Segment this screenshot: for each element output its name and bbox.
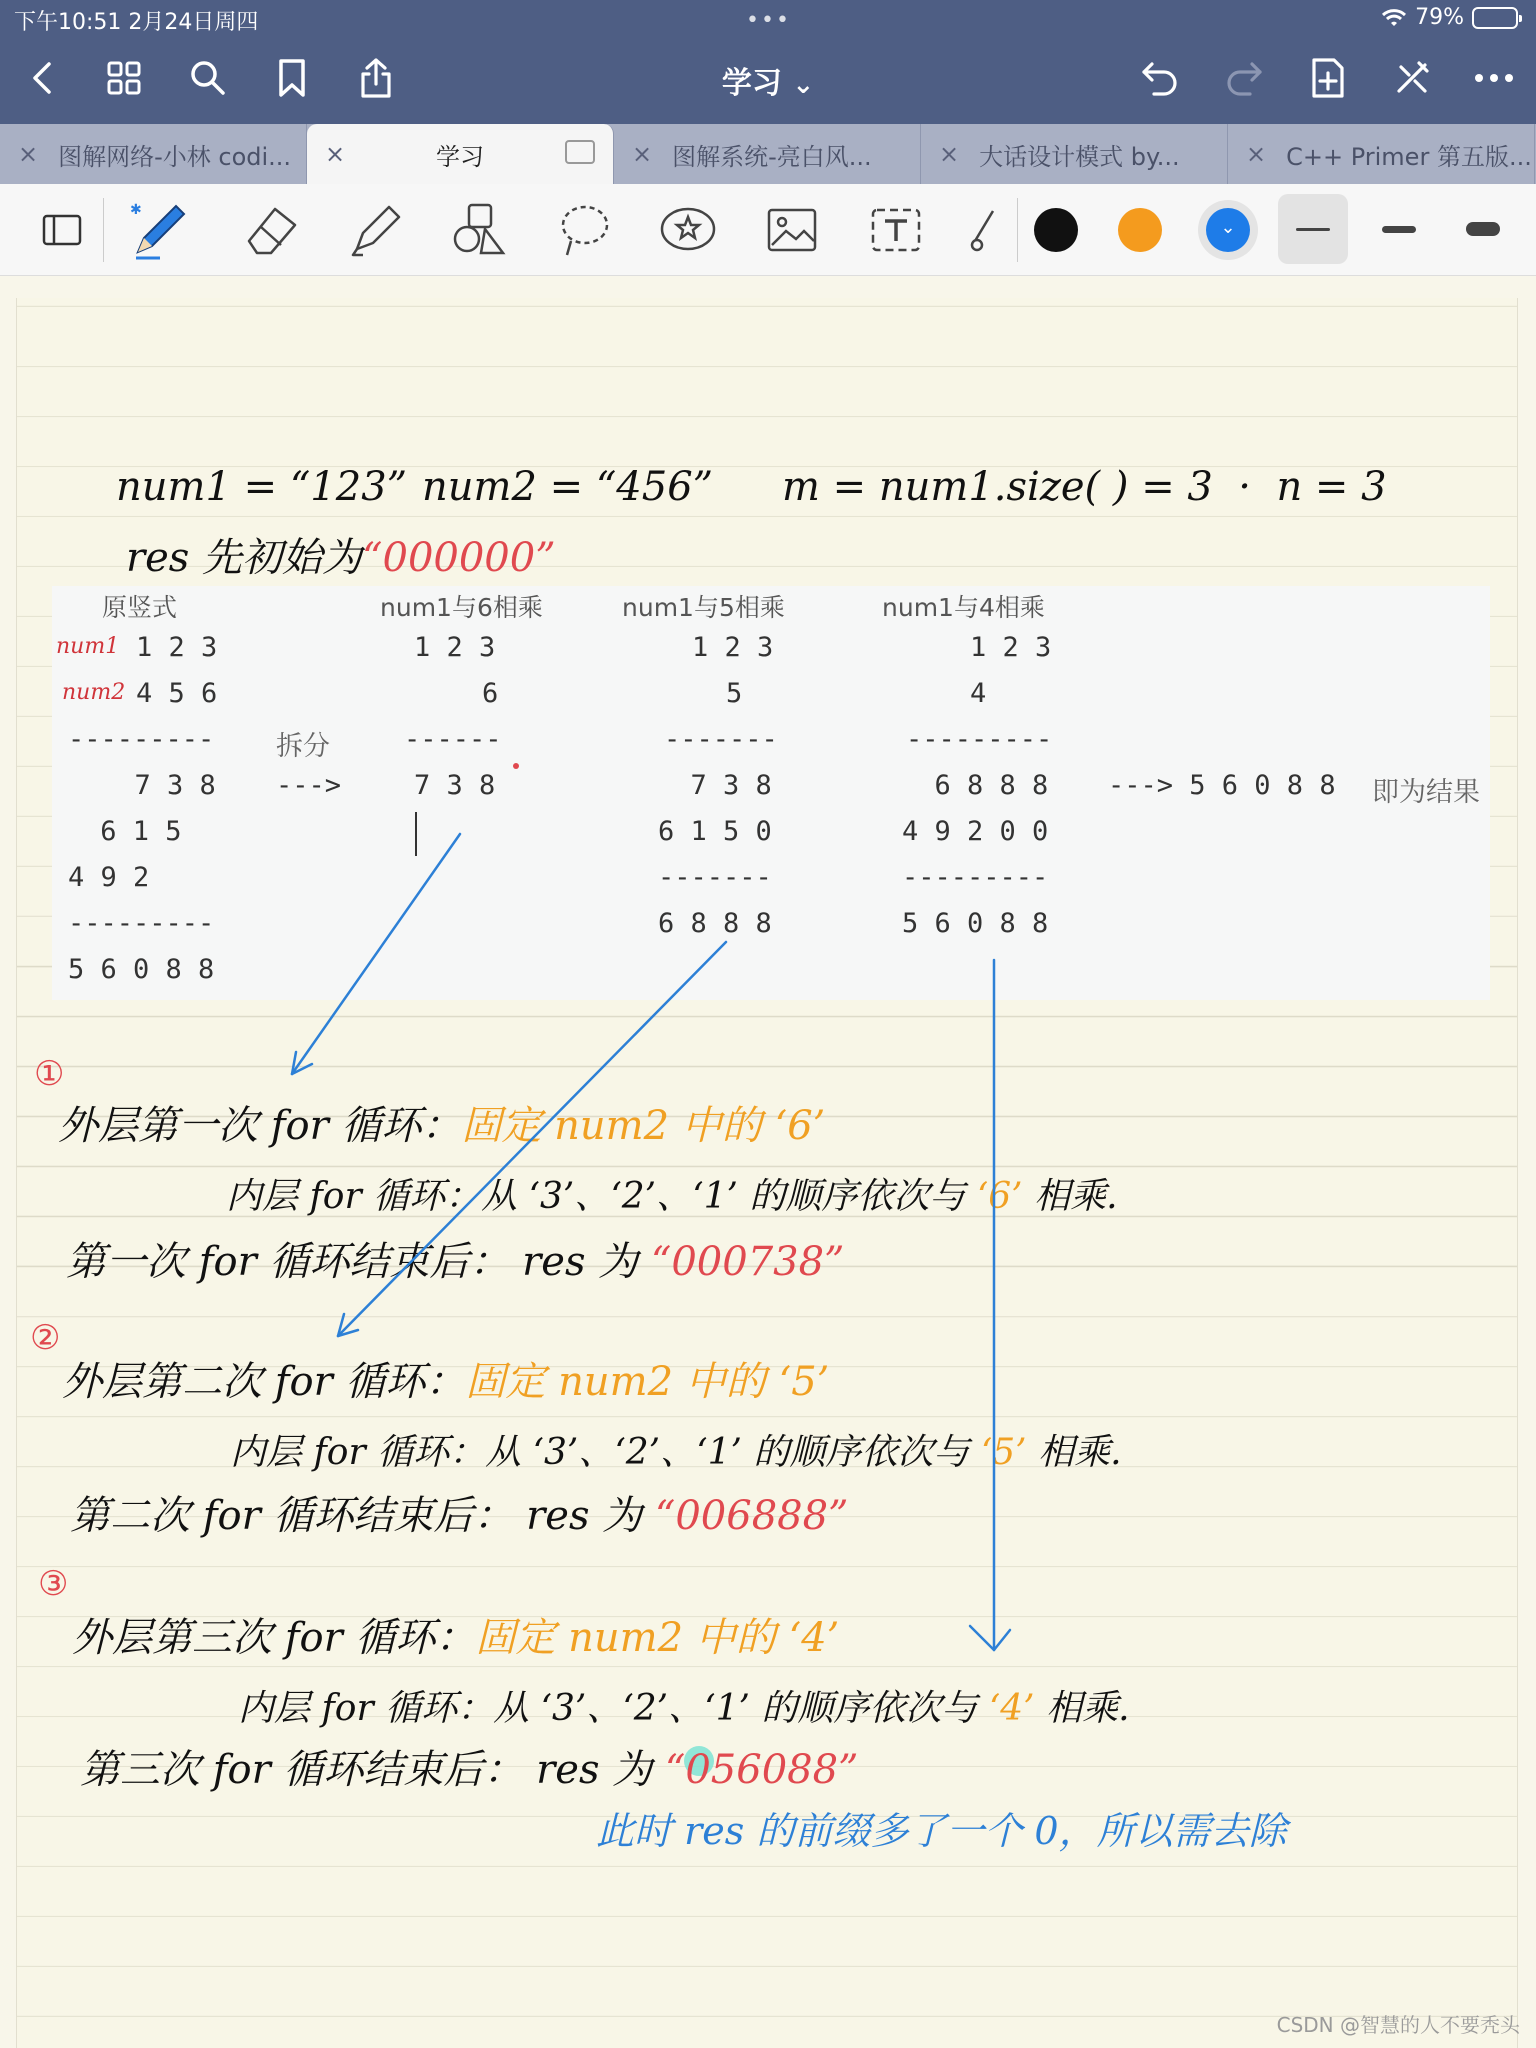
m6-num1: 1 2 3 [414, 632, 496, 663]
tab-close-icon[interactable]: × [1246, 140, 1267, 168]
orig-separator-2: --------- [68, 908, 215, 939]
orig-num2: 4 5 6 [136, 678, 218, 709]
step-2-res: “006888” [654, 1493, 849, 1539]
tab-label: 图解网络-小林 codi... [58, 142, 292, 171]
m4-digit: 4 [970, 678, 987, 709]
color-blue-swatch[interactable]: ⌄ [1206, 208, 1250, 252]
tab-close-icon[interactable]: × [18, 140, 39, 168]
result-line: ---> 5 6 0 8 8 [1108, 770, 1336, 801]
step-3-res: “056088” [664, 1747, 859, 1793]
shapes-icon[interactable] [448, 198, 512, 262]
split-label: 拆分 [276, 731, 330, 762]
tab-label: 学习 [436, 142, 484, 171]
step-1-inner [226, 1168, 1118, 1219]
search-icon[interactable] [184, 54, 232, 102]
notebook-title-text: 学习 [721, 66, 782, 101]
note-num2: num2 = “456” [422, 464, 714, 510]
tab-label: 图解系统-亮白风... [672, 142, 872, 171]
m4-separator-2: --------- [902, 862, 1049, 893]
grid-icon[interactable] [100, 54, 148, 102]
tab-label: C++ Primer 第五版... [1286, 142, 1532, 171]
status-bar [0, 0, 1536, 38]
tab-图解系统[interactable] [614, 124, 921, 184]
undo-icon[interactable] [1136, 54, 1184, 102]
step-2-inner-end: 相乘. [1038, 1432, 1122, 1473]
m5-row-1: 7 3 8 [658, 770, 772, 801]
m6-separator: ------ [404, 724, 502, 755]
split-arrow: ---> [276, 770, 342, 801]
step-1-after [66, 1230, 845, 1287]
head-orig: 原竖式 [102, 593, 178, 622]
step-2-inner [230, 1424, 1122, 1475]
step-2-inner-digit: ‘5’ [980, 1432, 1027, 1473]
m4-separator: --------- [906, 724, 1053, 755]
step-3-inner-end: 相乘. [1046, 1688, 1130, 1729]
note-res-init [126, 526, 556, 583]
orig-row-3: 4 9 2 [68, 862, 150, 893]
step-2-after [70, 1484, 849, 1541]
status-time-date: 下午10:51 2月24日周四 [14, 10, 259, 35]
split-view-icon[interactable] [565, 140, 595, 164]
toolbar-divider [103, 198, 104, 262]
tab-close-icon[interactable]: × [325, 140, 346, 168]
tab-大话设计模式[interactable] [921, 124, 1228, 184]
m5-separator: ------- [664, 724, 778, 755]
multitask-dots[interactable]: ••• [746, 8, 791, 33]
step-1-inner-end: 相乘. [1034, 1176, 1118, 1217]
step-2-inner-label: 内层 for 循环：从 ‘3’、‘2’、‘1’ 的顺序依次与 [230, 1432, 970, 1473]
pen-icon[interactable] [128, 198, 192, 262]
tab-close-icon[interactable]: × [939, 140, 960, 168]
close-tools-icon[interactable] [1388, 54, 1436, 102]
wifi-icon [1381, 8, 1407, 28]
svg-text:✱: ✱ [130, 202, 142, 218]
image-icon[interactable] [760, 198, 824, 262]
step-2-after-label: 第二次 for 循环结束后： res 为 [70, 1493, 643, 1539]
orig-total: 5 6 0 8 8 [68, 954, 215, 985]
redo-icon[interactable] [1220, 54, 1268, 102]
step-1-res: “000738” [650, 1239, 845, 1285]
m5-separator-2: ------- [658, 862, 772, 893]
battery-percent: 79% [1415, 5, 1464, 30]
orig-num1: 1 2 3 [136, 632, 218, 663]
laser-icon[interactable] [960, 198, 1000, 262]
watermark: CSDN @智慧的人不要秃头 [1276, 2013, 1520, 2037]
multiplication-image[interactable] [52, 586, 1490, 1000]
step-1-inner-digit: ‘6’ [976, 1176, 1023, 1217]
share-icon[interactable] [352, 54, 400, 102]
m5-row-2: 6 1 5 0 [658, 816, 772, 847]
step-2-outer-label: 外层第二次 for 循环： [62, 1359, 466, 1405]
step-2-outer-fixed: 固定 num2 中的 ‘5’ [465, 1359, 830, 1405]
note-res-init-label: res 先初始为 [126, 535, 363, 581]
add-page-icon[interactable] [1304, 54, 1352, 102]
back-icon[interactable] [18, 54, 66, 102]
m4-row-1: 6 8 8 8 [902, 770, 1049, 801]
more-icon[interactable] [1470, 54, 1518, 102]
label-num2: num2 [62, 680, 126, 705]
color-black-swatch[interactable] [1034, 208, 1078, 252]
note-sizes: m = num1.size( ) = 3 · n = 3 [782, 464, 1387, 510]
m4-num1: 1 2 3 [970, 632, 1052, 663]
stroke-thin-button[interactable] [1278, 194, 1348, 264]
tab-图解网络[interactable] [0, 124, 307, 184]
head-times-6: num1与6相乘 [380, 593, 543, 622]
tab-学习[interactable] [307, 124, 614, 184]
step-3-outer-fixed: 固定 num2 中的 ‘4’ [475, 1615, 840, 1661]
stroke-thin-icon [1296, 228, 1330, 231]
notebook-title[interactable] [722, 66, 814, 101]
stroke-thick-button[interactable] [1448, 194, 1518, 264]
m6-result: 7 3 8 [414, 770, 496, 801]
orig-row-2: 6 1 5 [84, 816, 182, 847]
orig-separator: --------- [68, 724, 215, 755]
label-num1: num1 [56, 634, 120, 659]
chevron-down-icon: ⌄ [792, 70, 815, 100]
stroke-medium-button[interactable] [1364, 194, 1434, 264]
step-3-after [80, 1738, 859, 1795]
step-3-after-label: 第三次 for 循环结束后： res 为 [80, 1747, 653, 1793]
tab-cpp-primer[interactable] [1228, 124, 1535, 184]
step-1-outer [58, 1094, 825, 1151]
toolbar-divider [1017, 198, 1018, 262]
tab-close-icon[interactable]: × [632, 140, 653, 168]
step-1-outer-label: 外层第一次 for 循环： [58, 1103, 462, 1149]
step-3-inner-label: 内层 for 循环：从 ‘3’、‘2’、‘1’ 的顺序依次与 [238, 1688, 978, 1729]
step-3-inner [238, 1680, 1130, 1731]
bookmark-icon[interactable] [268, 54, 316, 102]
step-1-after-label: 第一次 for 循环结束后： res 为 [66, 1239, 639, 1285]
m4-total: 5 6 0 8 8 [902, 908, 1049, 939]
lasso-icon[interactable] [552, 198, 616, 262]
m5-num1: 1 2 3 [692, 632, 774, 663]
page-layout-icon[interactable] [30, 198, 94, 262]
step-1-outer-fixed: 固定 num2 中的 ‘6’ [461, 1103, 826, 1149]
color-orange-swatch[interactable] [1118, 208, 1162, 252]
step-2-marker: ② [30, 1318, 61, 1358]
battery-icon [1472, 7, 1518, 29]
conclusion-note: 此时 res 的前缀多了一个 0，所以需去除 [596, 1809, 1287, 1853]
note-num1: num1 = “123” [116, 464, 408, 510]
orig-row-1: 7 3 8 [102, 770, 216, 801]
text-icon[interactable] [864, 198, 928, 262]
eraser-icon[interactable] [240, 198, 304, 262]
tab-bar [0, 124, 1536, 184]
result-label: 即为结果 [1372, 777, 1480, 808]
head-times-4: num1与4相乘 [882, 593, 1045, 622]
m4-row-2: 4 9 2 0 0 [902, 816, 1049, 847]
step-3-outer-label: 外层第三次 for 循环： [72, 1615, 476, 1661]
step-1-inner-label: 内层 for 循环：从 ‘3’、‘2’、‘1’ 的顺序依次与 [226, 1176, 966, 1217]
step-2-outer [62, 1350, 829, 1407]
m5-total: 6 8 8 8 [658, 908, 772, 939]
step-1-marker: ① [34, 1054, 65, 1094]
tab-label: 大话设计模式 by... [979, 142, 1180, 171]
step-3-outer [72, 1606, 839, 1663]
nav-bar [0, 38, 1536, 124]
m5-digit: 5 [726, 678, 743, 709]
highlighter-icon[interactable] [344, 198, 408, 262]
sticker-icon[interactable] [656, 198, 720, 262]
step-3-inner-digit: ‘4’ [988, 1688, 1035, 1729]
stroke-medium-icon [1382, 226, 1416, 233]
m6-digit: 6 [482, 678, 499, 709]
step-3-marker: ③ [38, 1564, 69, 1604]
stroke-thick-icon [1466, 222, 1500, 236]
head-times-5: num1与5相乘 [622, 593, 785, 622]
note-res-init-value: “000000” [362, 535, 556, 581]
